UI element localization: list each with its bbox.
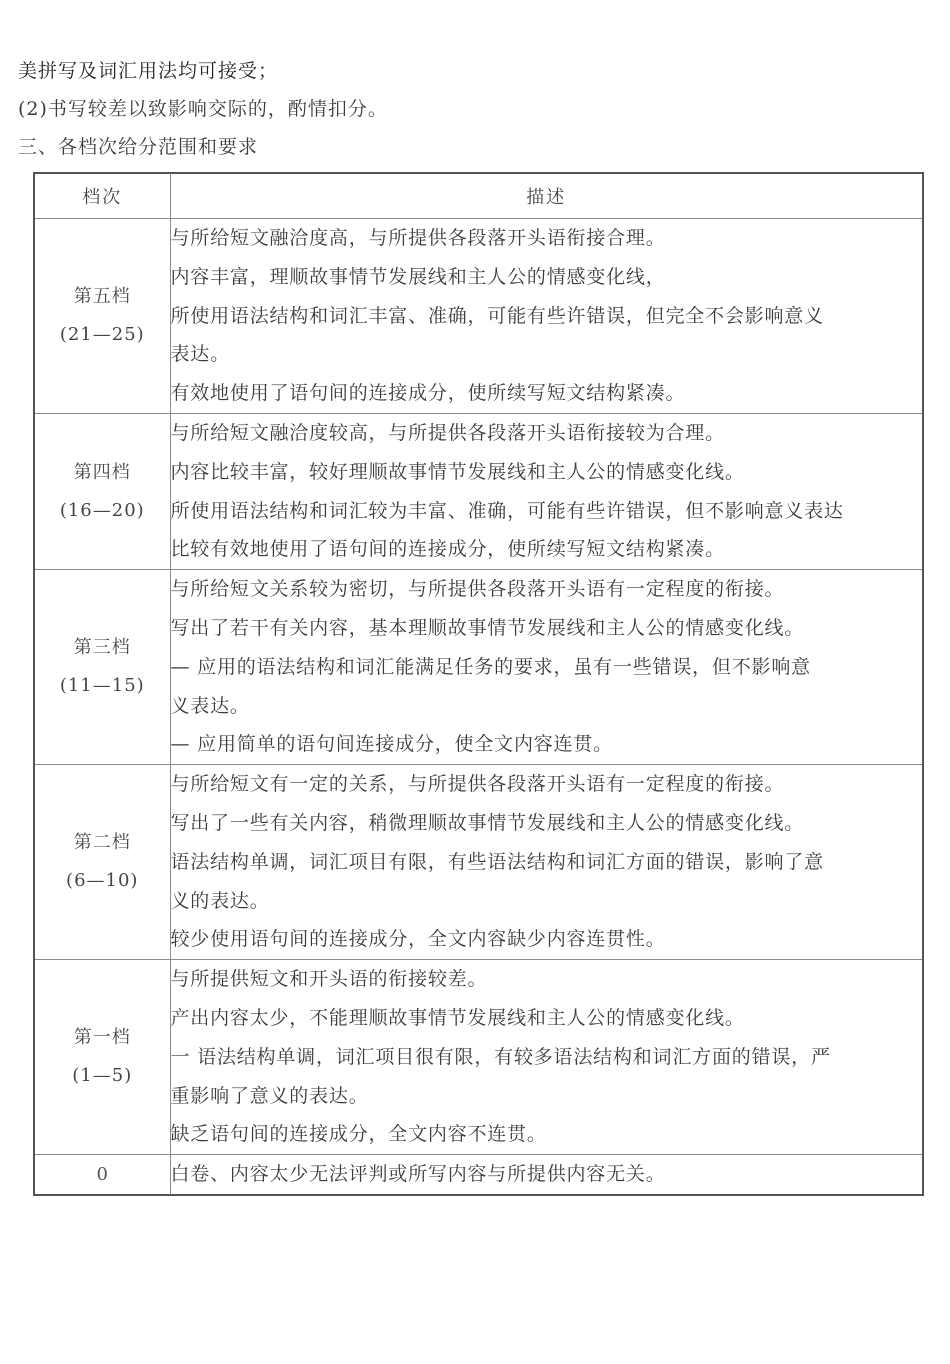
section-heading: 三、各档次给分范围和要求 — [18, 136, 259, 158]
level-name: 第五档 — [73, 285, 131, 307]
description-line: 内容丰富，理顺故事情节发展线和主人公的情感变化线， — [170, 265, 666, 288]
level-cell — [34, 960, 170, 1155]
header-level: 档次 — [34, 173, 170, 219]
level-name: 第二档 — [73, 832, 131, 854]
description-line: — 应用简单的语句间连接成分，使全文内容连贯。 — [170, 733, 613, 756]
level-range: (1—5) — [72, 1065, 133, 1087]
description-line: 与所给短文融洽度较高，与所提供各段落开头语衔接较为合理。 — [170, 421, 725, 444]
level-range: (21—25) — [59, 323, 145, 345]
description-cell — [170, 960, 923, 1155]
level-range: (6—10) — [66, 870, 139, 892]
description-line: 与所提供短文和开头语的衔接较差。 — [170, 968, 488, 991]
level-name: 第四档 — [73, 461, 131, 483]
description-line: — 应用的语法结构和词汇能满足任务的要求，虽有一些错误，但不影响意 — [170, 655, 811, 678]
header-description: 描述 — [170, 173, 923, 219]
description-line: 与所给短文关系较为密切，与所提供各段落开头语有一定程度的衔接。 — [170, 578, 785, 601]
table-header-row — [34, 173, 923, 219]
description-cell — [170, 765, 923, 960]
description-line: 缺乏语句间的连接成分，全文内容不连贯。 — [170, 1123, 547, 1146]
intro-line-1: 美拼写及词汇用法均可接受； — [18, 60, 279, 82]
description-line: 与所给短文有一定的关系，与所提供各段落开头语有一定程度的衔接。 — [170, 773, 785, 796]
level-cell: 0 — [34, 1155, 170, 1195]
level-name: 第三档 — [73, 637, 131, 659]
intro-block — [18, 52, 918, 166]
description-line: 有效地使用了语句间的连接成分，使所续写短文结构紧凑。 — [170, 382, 686, 405]
level-range: (16—20) — [59, 499, 145, 521]
description-cell — [170, 219, 923, 414]
table-row-level-1 — [34, 960, 923, 1155]
table-row-level-3 — [34, 570, 923, 765]
description-line: 表达。 — [170, 343, 230, 366]
description-line: 比较有效地使用了语句间的连接成分，使所续写短文结构紧凑。 — [170, 538, 725, 561]
table-row-level-2 — [34, 765, 923, 960]
description-line: 语法结构单调，词汇项目有限，有些语法结构和词汇方面的错误，影响了意 — [170, 850, 824, 873]
description-line: 一 语法结构单调，词汇项目很有限，有较多语法结构和词汇方面的错误，严 — [170, 1045, 831, 1068]
level-cell — [34, 413, 170, 569]
table-row-level-4 — [34, 413, 923, 569]
description-line: 重影响了意义的表达。 — [170, 1084, 369, 1107]
description-cell — [170, 413, 923, 569]
description-line: 与所给短文融洽度高，与所提供各段落开头语衔接合理。 — [170, 227, 666, 249]
table-row-level-5 — [34, 219, 923, 414]
level-cell — [34, 570, 170, 765]
description-cell — [170, 570, 923, 765]
level-range: (11—15) — [59, 675, 145, 697]
grading-table — [33, 172, 924, 1196]
description-line: 所使用语法结构和词汇较为丰富、准确，可能有些许错误，但不影响意义表达 — [170, 499, 844, 522]
description-line: 义的表达。 — [170, 889, 270, 912]
level-name: 第一档 — [73, 1027, 131, 1049]
description-line: 白卷、内容太少无法评判或所写内容与所提供内容无关。 — [170, 1163, 666, 1186]
description-cell — [170, 1155, 923, 1195]
description-line: 产出内容太少，不能理顺故事情节发展线和主人公的情感变化线。 — [170, 1006, 745, 1029]
description-line: 义表达。 — [170, 694, 250, 717]
level-cell — [34, 219, 170, 414]
description-line: 写出了若干有关内容，基本理顺故事情节发展线和主人公的情感变化线。 — [170, 616, 805, 639]
intro-line-2: (2)书写较差以致影响交际的，酌情扣分。 — [18, 98, 388, 120]
description-line: 所使用语法结构和词汇丰富、准确，可能有些许错误，但完全不会影响意义 — [170, 304, 824, 327]
level-cell — [34, 765, 170, 960]
description-line: 较少使用语句间的连接成分，全文内容缺少内容连贯性。 — [170, 928, 666, 951]
description-line: 内容比较丰富，较好理顺故事情节发展线和主人公的情感变化线。 — [170, 460, 745, 483]
table-row-level-0 — [34, 1155, 923, 1195]
description-line: 写出了一些有关内容，稍微理顺故事情节发展线和主人公的情感变化线。 — [170, 811, 805, 834]
